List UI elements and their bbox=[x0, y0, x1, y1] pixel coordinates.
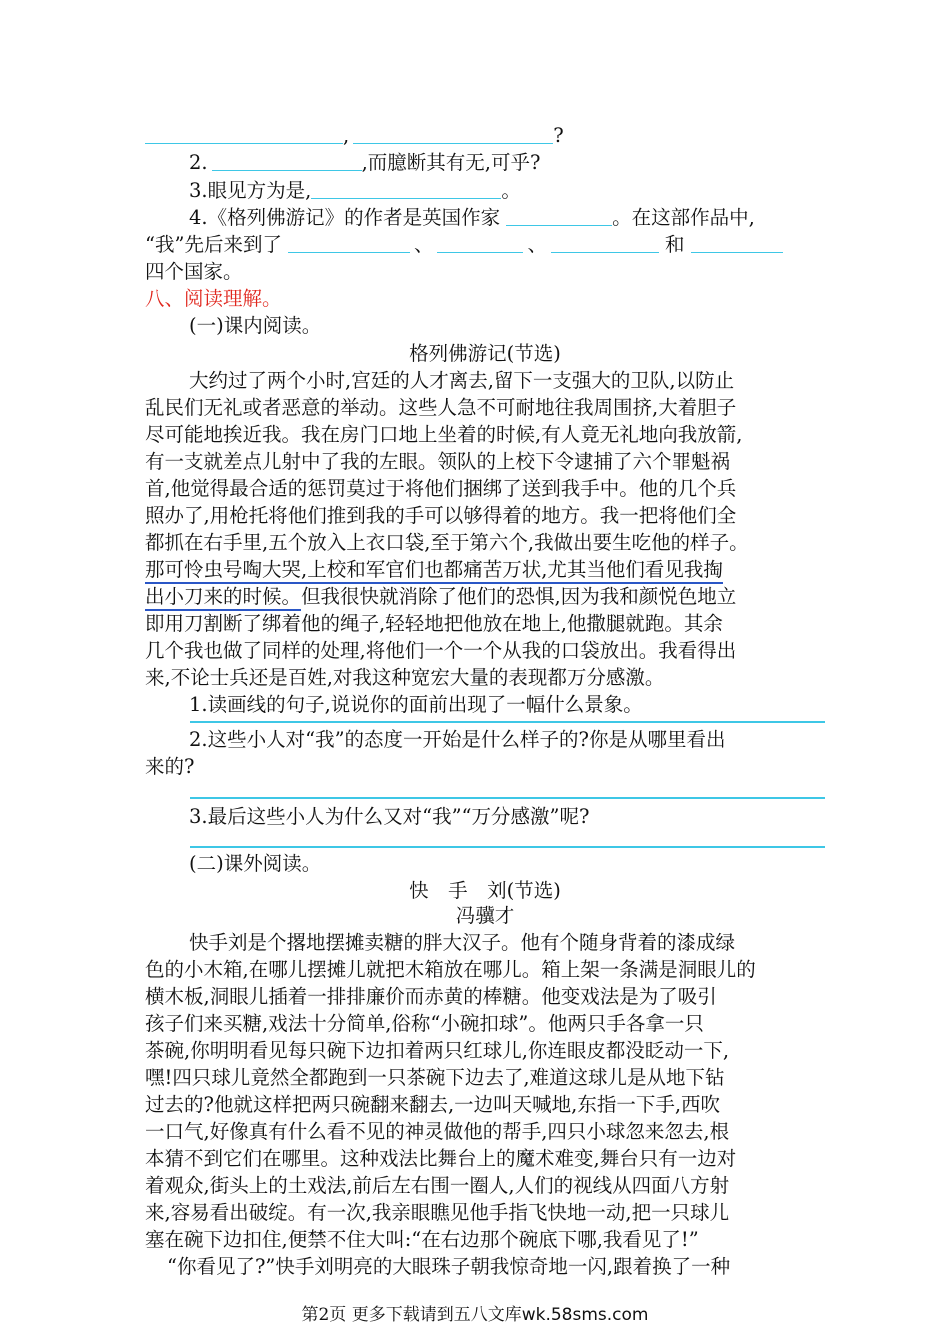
part2-author: 冯骥才 bbox=[455, 904, 515, 927]
answer-line[interactable] bbox=[190, 797, 825, 799]
passage1-line: 几个我也做了同样的处理,将他们一个一个从我的口袋放出。我看得出 bbox=[145, 639, 737, 662]
answer-blank[interactable] bbox=[691, 232, 783, 253]
passage1-line: 大约过了两个小时,宫廷的人才离去,留下一支强大的卫队,以防止 bbox=[189, 369, 735, 392]
footer-link[interactable]: wk.58sms.com bbox=[521, 1305, 649, 1325]
passage2-line: 茶碗,你明明看见每只碗下边扣着两只红球儿,你连眼皮都没眨动一下, bbox=[145, 1039, 730, 1062]
passage1-line: 都抓在右手里,五个放入上衣口袋,至于第六个,我做出要生吃他的样子。 bbox=[145, 531, 749, 554]
answer-blank[interactable] bbox=[506, 205, 612, 226]
passage2-line: “你看见了?”快手刘明亮的大眼珠子朝我惊奇地一闪,跟着换了一种 bbox=[167, 1255, 731, 1278]
answer-blank[interactable] bbox=[353, 123, 553, 144]
fill-q2: 2. ,而臆断其有无,可乎? bbox=[189, 151, 541, 174]
answer-blank[interactable] bbox=[437, 232, 523, 253]
fill-q4-line2: “我”先后来到了 、 、 和 bbox=[145, 231, 825, 258]
passage1-line: 乱民们无礼或者恶意的举动。这些人急不可耐地往我周围挤,大着胆子 bbox=[145, 396, 737, 419]
passage2-line: 嘿!四只球儿竟然全都跑到一只茶碗下边去了,难道这球儿是从地下钻 bbox=[145, 1066, 725, 1089]
passage1-line: 来,不论士兵还是百姓,对我这种宽宏大量的表现都万分感激。 bbox=[145, 666, 665, 689]
passage1-line: 有一支就差点儿射中了我的左眼。领队的上校下令逮捕了六个罪魁祸 bbox=[145, 450, 731, 473]
question-2-line1: 2.这些小人对“我”的态度一开始是什么样子的?你是从哪里看出 bbox=[189, 728, 726, 751]
passage2-line: 孩子们来买糖,戏法十分简单,俗称“小碗扣球”。他两只手各拿一只 bbox=[145, 1012, 704, 1035]
fill-q4-line1: 4.《格列佛游记》的作者是英国作家 。在这部作品中, bbox=[189, 206, 755, 229]
part2-title: 快 手 刘(节选) bbox=[409, 879, 561, 902]
answer-blank[interactable] bbox=[145, 123, 343, 144]
question-2-line2: 来的? bbox=[145, 755, 195, 778]
answer-blank[interactable] bbox=[212, 150, 362, 171]
passage1-line: 即用刀割断了绑着他的绳子,轻轻地把他放在地上,他撒腿就跑。其余 bbox=[145, 612, 723, 635]
passage2-line: 一口气,好像真有什么看不见的神灵做他的帮手,四只小球忽来忽去,根 bbox=[145, 1120, 730, 1143]
passage1-line: 照办了,用枪托将他们推到我的手可以够得着的地方。我一把将他们全 bbox=[145, 504, 737, 527]
section-heading: 八、阅读理解。 bbox=[145, 287, 282, 310]
passage2-line: 色的小木箱,在哪儿摆摊儿就把木箱放在哪儿。箱上架一条满是洞眼儿的 bbox=[145, 958, 756, 981]
fill-q3: 3.眼见方为是, 。 bbox=[189, 179, 521, 202]
passage1-line: 尽可能地挨近我。我在房门口地上坐着的时候,有人竟无礼地向我放箭, bbox=[145, 423, 743, 446]
passage2-line: 来,容易看出破绽。有一次,我亲眼瞧见他手指飞快地一动,把一只球儿 bbox=[145, 1201, 730, 1224]
part1-label: (一)课内阅读。 bbox=[189, 314, 322, 337]
answer-line[interactable] bbox=[190, 721, 825, 723]
passage2-line: 过去的?他就这样把两只碗翻来翻去,一边叫天喊地,东指一下手,西吹 bbox=[145, 1093, 721, 1116]
question-3: 3.最后这些小人为什么又对“我”“万分感激”呢? bbox=[189, 805, 590, 828]
passage2-line: 本猜不到它们在哪里。这种戏法比舞台上的魔术难变,舞台只有一边对 bbox=[145, 1147, 737, 1170]
page-footer: 第2页 更多下载请到五八文库wk.58sms.com bbox=[301, 1305, 649, 1325]
passage2-line: 快手刘是个撂地摆摊卖糖的胖大汉子。他有个随身背着的漆成绿 bbox=[189, 931, 736, 954]
fill-q4-line3: 四个国家。 bbox=[145, 260, 243, 283]
part1-title: 格列佛游记(节选) bbox=[409, 342, 561, 365]
passage2-line: 横木板,洞眼儿插着一排排廉价而赤黄的棒糖。他变戏法是为了吸引 bbox=[145, 985, 717, 1008]
passage2-line: 塞在碗下边扣住,便禁不住大叫:“在右边那个碗底下哪,我看见了!” bbox=[145, 1228, 699, 1251]
answer-blank[interactable] bbox=[551, 232, 659, 253]
passage2-line: 着观众,街头上的土戏法,前后左右围一圈人,人们的视线从四面八方射 bbox=[145, 1174, 730, 1197]
part2-label: (二)课外阅读。 bbox=[189, 852, 322, 875]
answer-blank[interactable] bbox=[288, 232, 410, 253]
question-1: 1.读画线的句子,说说你的面前出现了一幅什么景象。 bbox=[189, 693, 643, 716]
answer-line[interactable] bbox=[190, 846, 825, 848]
underlined-sentence-line2: 出小刀来的时候。但我很快就消除了他们的恐惧,因为我和颜悦色地立 bbox=[145, 583, 825, 610]
answer-blank[interactable] bbox=[311, 178, 501, 199]
passage1-line: 首,他觉得最合适的惩罚莫过于将他们捆绑了送到我手中。他的几个兵 bbox=[145, 477, 737, 500]
underlined-sentence-line1: 那可怜虫号啕大哭,上校和军官们也都痛苦万状,尤其当他们看见我掏 bbox=[145, 556, 825, 583]
fill-q1-continuation: , ? bbox=[145, 122, 825, 149]
